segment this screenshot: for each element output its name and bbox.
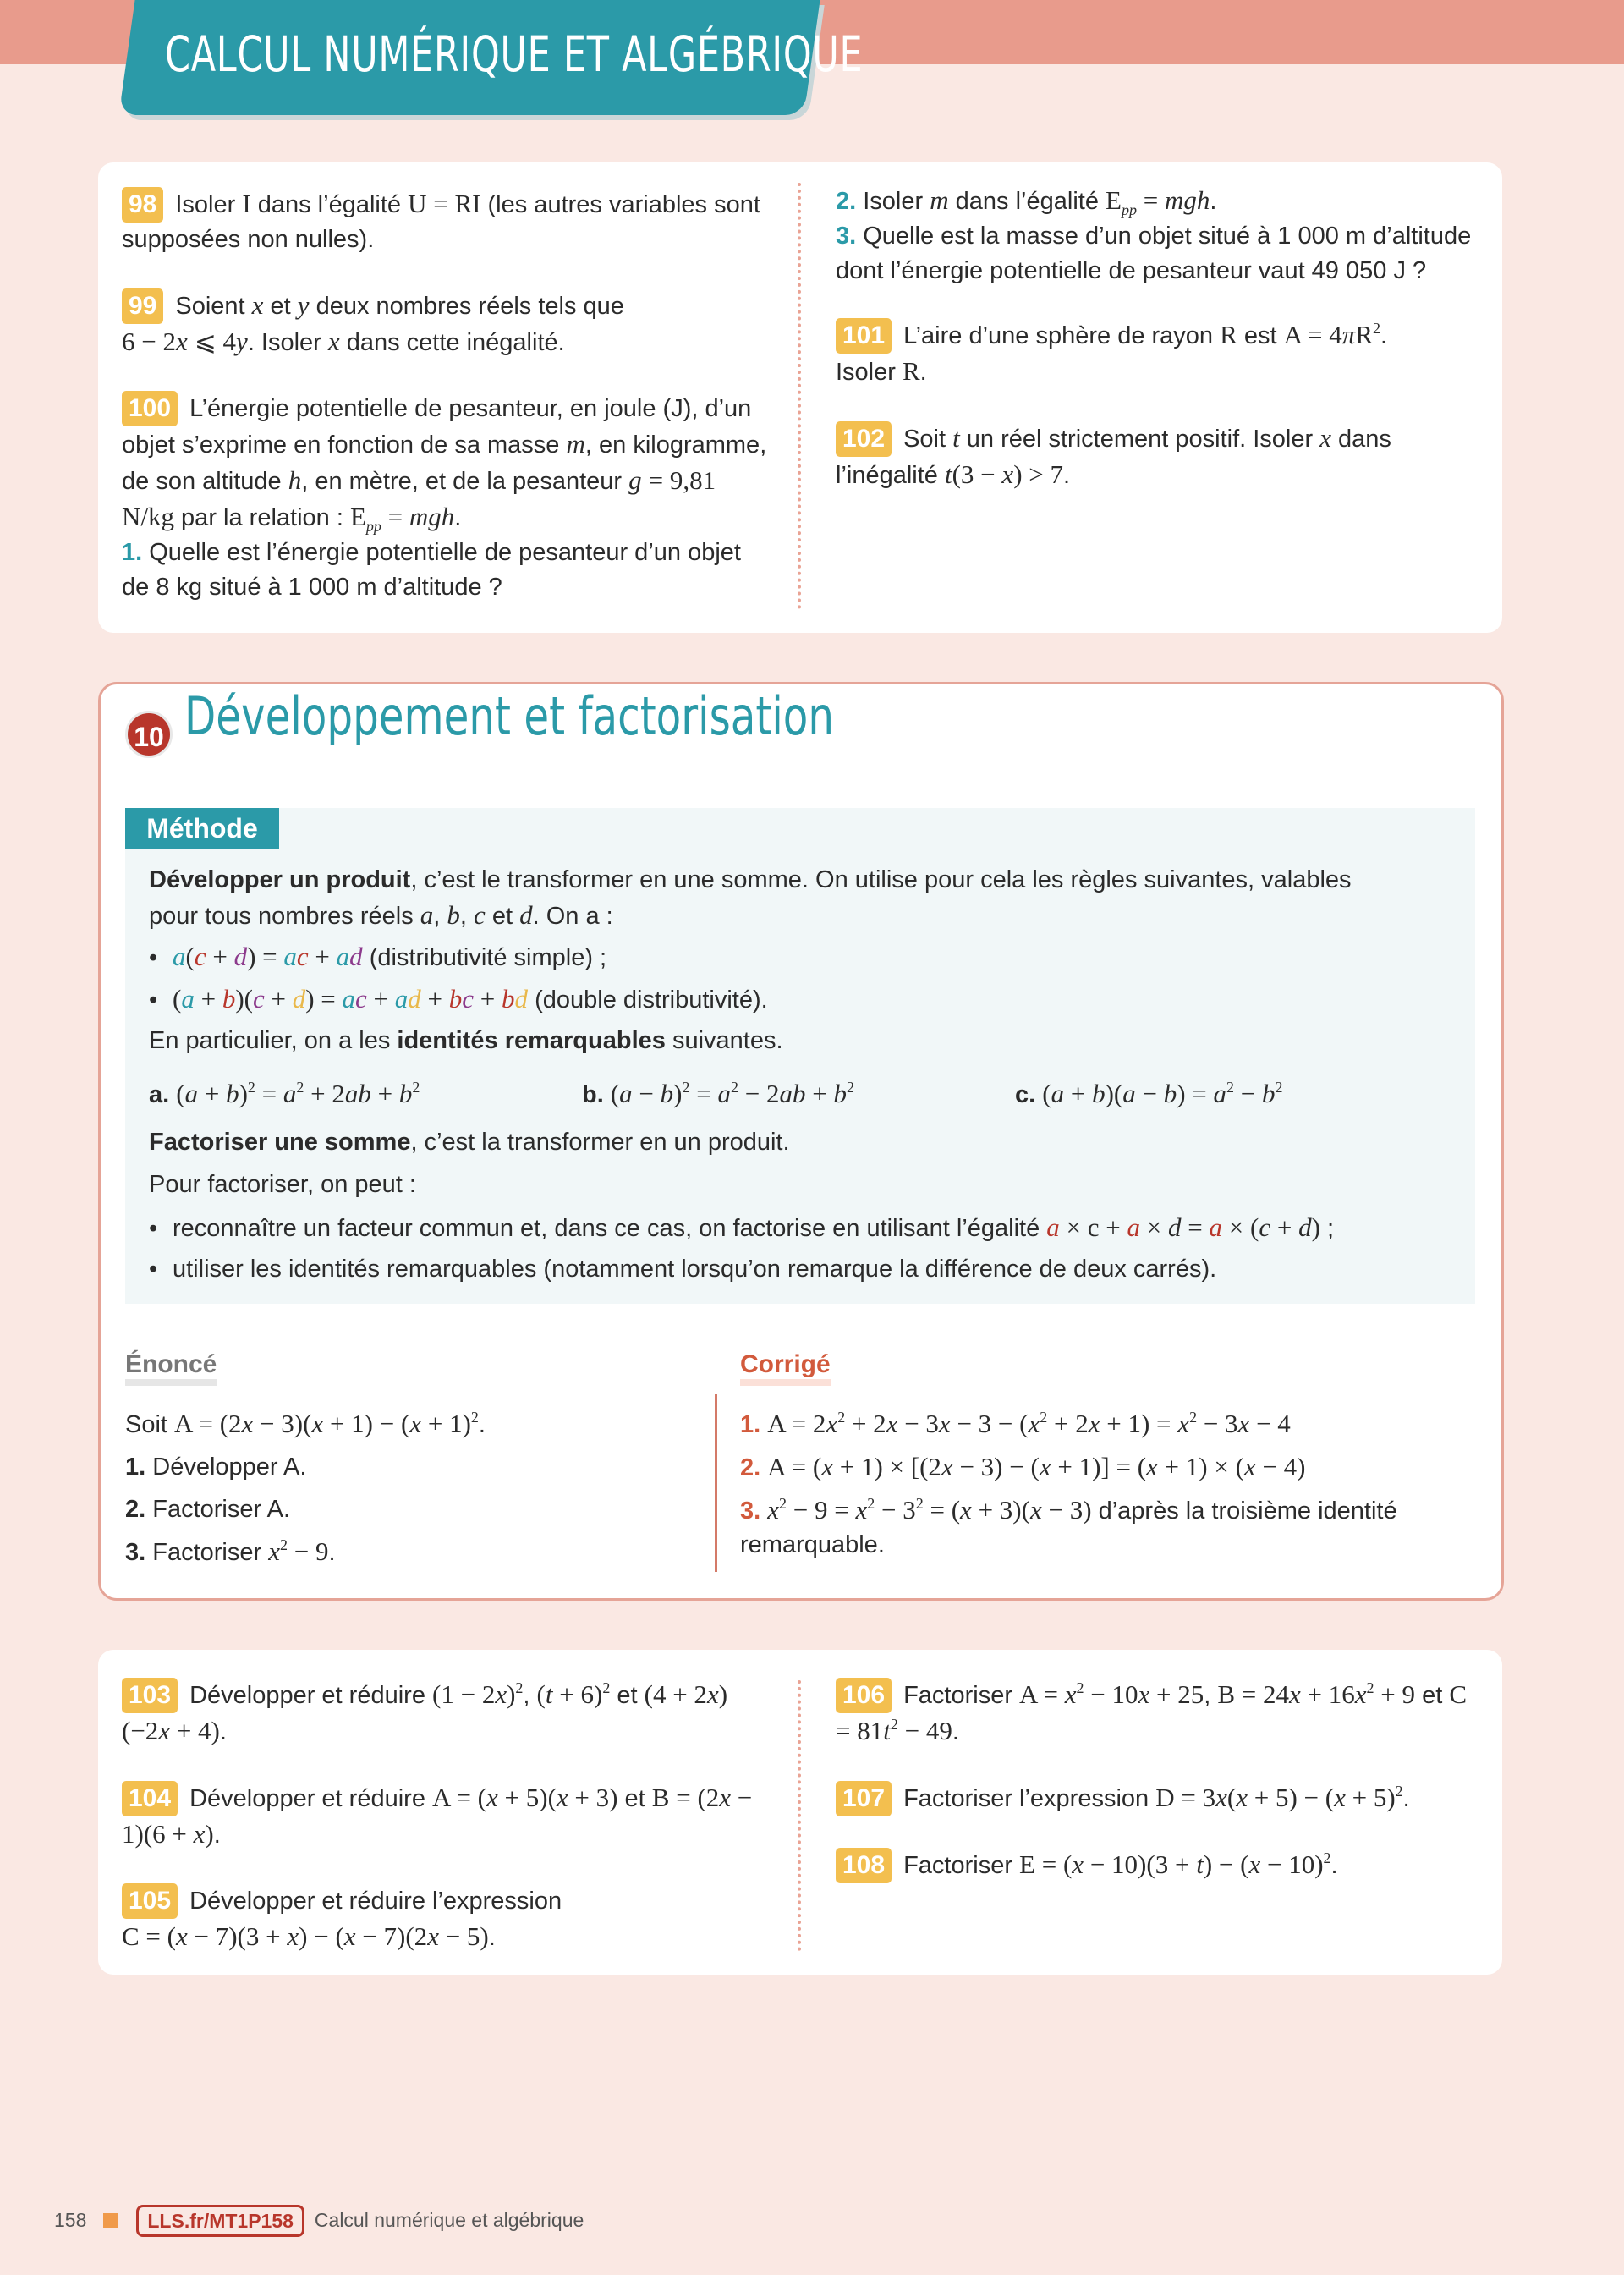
column-divider <box>798 183 801 609</box>
enonce-definition: Soit $A = (2x - 3)(x + 1) - (x + 1)^2$. <box>125 1408 486 1438</box>
section-number-badge: 10 <box>125 711 173 758</box>
exercise-106: 106 Factoriser $A = x^2 - 10x + 25$, $B = 24x + 16x^2 + 9$ et $C = 81t^2 - 49$. <box>836 1679 1468 1745</box>
factor-method-2: • utiliser les identités remarquables (notamment lorsqu’on remarque la différence de deux carrés). <box>149 1256 1217 1283</box>
exercise-number: 98 <box>122 187 163 223</box>
exercise-98: 98 Isoler I dans l’égalité U = RI (les autres variables sont supposées non nulles). <box>122 189 760 253</box>
factor-intro: Pour factoriser, on peut : <box>149 1171 416 1198</box>
enonce-label: Énoncé <box>125 1350 217 1386</box>
exercise-number: 99 <box>122 288 163 324</box>
exercise-number: 105 <box>122 1883 178 1919</box>
rule-double-distributivity: • (a + b)(c + d) = ac + ad + bc + bd (double distributivité). <box>149 984 768 1014</box>
column-divider <box>798 1680 801 1951</box>
factor-definition: Factoriser une somme, c’est la transformer en un produit. <box>149 1129 790 1156</box>
exercise-number: 108 <box>836 1848 892 1883</box>
exercise-number: 104 <box>122 1781 178 1816</box>
right-column-2 <box>836 1677 1487 1914</box>
identity-b: b. $(a - b)^2 = a^2 - 2ab + b^2$ <box>582 1078 854 1108</box>
page-footer <box>54 2203 584 2238</box>
identities-intro: En particulier, on a les identités remarquables suivantes. <box>149 1027 783 1054</box>
exercise-101: 101 L’aire d’une sphère de rayon R est $A = 4\pi R^2$. Isoler R. <box>836 319 1388 386</box>
corrige-divider <box>715 1394 717 1572</box>
corrige-1: 1. $A = 2x^2 + 2x - 3x - 3 - (x^2 + 2x + 1) = x^2 - 3x - 4$ <box>740 1408 1291 1438</box>
exercise-108: 108 Factoriser $E = (x - 10)(3 + t) - (x - 10)^2$. <box>836 1847 1487 1883</box>
right-column-1 <box>836 183 1487 524</box>
corrige-body <box>740 1403 1484 1562</box>
resource-link[interactable]: LLS.fr/MT1P158 <box>136 2205 304 2237</box>
develop-definition-2: pour tous nombres réels a, b, c et d. On a : <box>149 900 613 930</box>
footer-subject: Calcul numérique et algébrique <box>314 2209 584 2231</box>
enonce-q3: 3. Factoriser $x^2 - 9$. <box>125 1536 336 1566</box>
left-column-1 <box>122 186 773 635</box>
exercise-107: 107 Factoriser l’expression $D = 3x(x + 5) - (x + 5)^2$. <box>836 1780 1487 1816</box>
exercise-99: 99 Soient x et y deux nombres réels tels que 6 − 2x ⩽ 4y. Isoler x dans cette inégalité. <box>122 290 624 356</box>
page-number: 158 <box>54 2209 87 2231</box>
page-title: CALCUL NUMÉRIQUE ET ALGÉBRIQUE <box>165 25 864 83</box>
exercise-number: 103 <box>122 1678 178 1713</box>
exercise-number: 101 <box>836 318 892 354</box>
factor-method-1: • reconnaître un facteur commun et, dans ce cas, on factorise en utilisant l’égalité a × c + a × d = a × (c + d) ; <box>149 1212 1335 1242</box>
exercise-100: 100 L’énergie potentielle de pesanteur, en joule (J), d’un objet s’exprime en fonction de sa masse m, en kilogramme, de son altitude h, en mètre, et de la pesanteur g = 9,81 N/kg par la relation : $E_{pp}$ = mgh. 1. Quelle est l’énergie potentielle de pesanteur d’un objet de 8 kg situé à 1 000 m d’altitude ? <box>122 391 773 605</box>
exercise-103: 103 Développer et réduire $(1 - 2x)^2$, $(t + 6)^2$ et (4 + 2x)(−2x + 4). <box>122 1679 728 1745</box>
develop-definition: Développer un produit, c’est le transformer en une somme. On utilise pour cela les règles suivantes, valables <box>149 866 1352 893</box>
rule-simple-distributivity: • a(c + d) = ac + ad (distributivité simple) ; <box>149 942 607 971</box>
exercise-number: 100 <box>122 391 178 426</box>
exercise-number: 107 <box>836 1781 892 1816</box>
method-label: Méthode <box>125 808 279 849</box>
section-title: Développement et factorisation <box>184 685 835 747</box>
identity-a: a. $(a + b)^2 = a^2 + 2ab + b^2$ <box>149 1078 420 1108</box>
exercise-number: 106 <box>836 1678 892 1713</box>
corrige-label: Corrigé <box>740 1350 831 1386</box>
exercise-102: 102 Soit t un réel strictement positif. Isoler x dans l’inégalité t(3 − x) > 7. <box>836 423 1391 489</box>
exercise-105: 105 Développer et réduire l’expression C = (x − 7)(3 + x) − (x − 7)(2x − 5). <box>122 1883 773 1955</box>
square-icon <box>103 2213 118 2228</box>
exercise-104: 104 Développer et réduire A = (x + 5)(x + 3) et B = (2x − 1)(6 + x). <box>122 1783 753 1849</box>
corrige-2: 2. A = (x + 1) × [(2x − 3) − (x + 1)] = (x + 1) × (x − 4) <box>740 1452 1306 1481</box>
enonce-q1: 1. Développer A. <box>125 1453 307 1481</box>
enonce-body <box>125 1403 700 1574</box>
corrige-3: 3. $x^2 - 9 = x^2 - 3^2 = (x + 3)(x - 3)$ d’après la troisième identité remarquable. <box>740 1494 1397 1558</box>
left-column-2 <box>122 1677 773 1986</box>
identity-c: c. $(a + b)(a - b) = a^2 - b^2$ <box>1015 1078 1283 1108</box>
enonce-q2: 2. Factoriser A. <box>125 1496 291 1523</box>
exercise-number: 102 <box>836 421 892 457</box>
exercise-100-continued: 2. Isoler m dans l’égalité $E_{pp}$ = mgh. 3. Quelle est la masse d’un objet situé à 1 000 m d’altitude dont l’énergie potentielle de pesanteur vaut 49 050 J ? <box>836 185 1472 284</box>
